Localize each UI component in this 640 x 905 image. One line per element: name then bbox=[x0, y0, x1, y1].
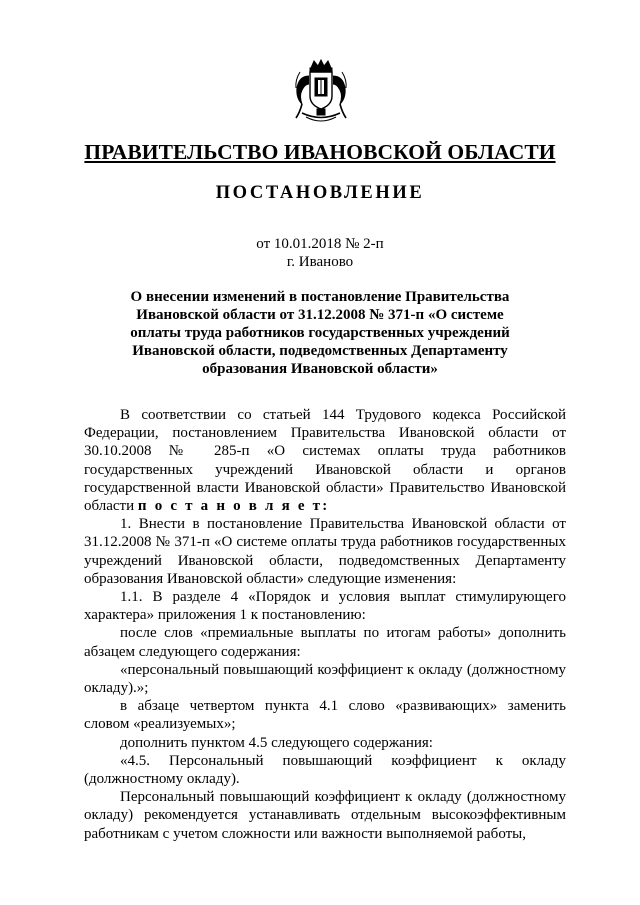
paragraph-item-1: 1. Внести в постановление Правительства Ивановской области от 31.12.2008 № 371-п «О системе оплаты труда работников государственных учреждений Ивановской области, подведомственных Департаменту образования Ивановской области» следующие изменения: bbox=[84, 516, 566, 587]
paragraph-coefficient: Персональный повышающий коэффициент к окладу (должностному окладу) рекомендуется устанавливать отдельным высокоэффективным работникам с учетом сложности или важности выполняемой работы, bbox=[84, 789, 566, 842]
paragraph-add-point: дополнить пунктом 4.5 следующего содержания: bbox=[120, 734, 433, 751]
paragraph-addition: после слов «премиальные выплаты по итогам работы» дополнить абзацем следующего содержания: bbox=[84, 625, 566, 660]
decree-word: п о с т а н о в л я е т: bbox=[137, 498, 330, 515]
paragraph-item-1-1: 1.1. В разделе 4 «Порядок и условия выплат стимулирующего характера» приложения 1 к постановлению: bbox=[84, 589, 566, 624]
document-body bbox=[84, 406, 566, 843]
preamble-text: В соответствии со статьей 144 Трудового кодекса Российской Федерации, постановлением Правительства Ивановской области от 30.10.2008 № 285-п «О системах оплаты труда работников государственных учреждений Ивановской области и органов государственной власти Ивановской области» Правительство Ивановской области bbox=[84, 407, 566, 515]
document-date-number: от 10.01.2018 № 2-п bbox=[256, 236, 384, 252]
paragraph-point-4-5: «4.5. Персональный повышающий коэффициент к окладу (должностному окладу). bbox=[84, 752, 566, 788]
paragraph-replacement: в абзаце четвертом пункта 4.1 слово «развивающих» заменить словом «реализуемых»; bbox=[84, 698, 566, 733]
organization-name: ПРАВИТЕЛЬСТВО ИВАНОВСКОЙ ОБЛАСТИ bbox=[84, 140, 556, 164]
paragraph-preamble bbox=[84, 406, 566, 515]
document-title: О внесении изменений в постановление Правительства Ивановской области от 31.12.2008 № 371-п «О системе оплаты труда работников государственных учреждений Ивановской области, подведомственных Департаменту образования Ивановской области» bbox=[130, 289, 510, 377]
paragraph-quote: «персональный повышающий коэффициент к окладу (должностному окладу).»; bbox=[84, 661, 566, 697]
document-type: ПОСТАНОВЛЕНИЕ bbox=[215, 183, 425, 203]
document-city: г. Иваново bbox=[286, 254, 354, 270]
ivanovo-coat-of-arms-icon bbox=[290, 58, 352, 126]
